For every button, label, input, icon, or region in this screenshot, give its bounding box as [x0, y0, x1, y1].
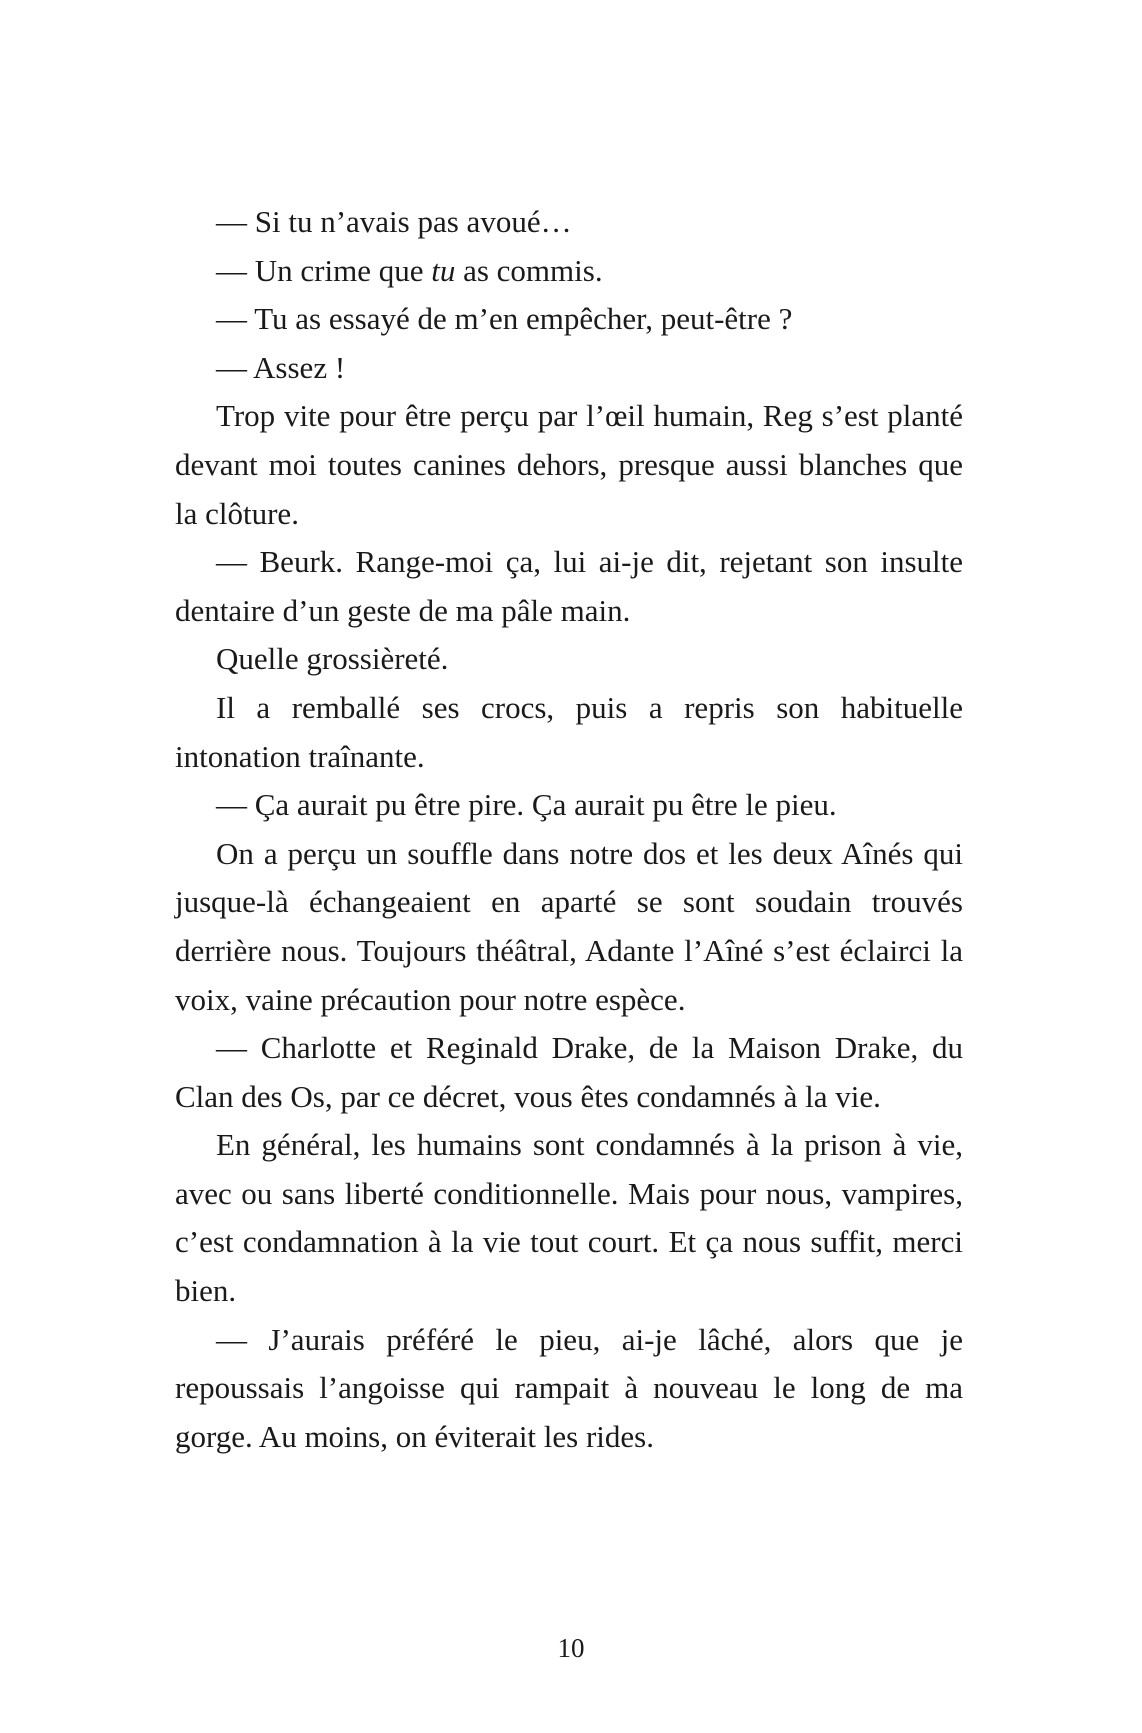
- paragraph: — Assez !: [216, 349, 346, 385]
- paragraph: — Beurk. Range-moi ça, lui ai-je dit, rejetant son insulte dentaire d’un geste de ma pâle main.: [175, 544, 963, 628]
- paragraph: — Ça aurait pu être pire. Ça aurait pu être le pieu.: [216, 787, 837, 823]
- page-number: 10: [557, 1633, 585, 1663]
- paragraph: En général, les humains sont condamnés à la prison à vie, avec ou sans liberté conditionnelle. Mais pour nous, vampires, c’est condamnation à la vie tout court. Et ça nous suffit, merci bien.: [175, 1127, 963, 1309]
- paragraph: — Tu as essayé de m’en empêcher, peut-être ?: [216, 301, 793, 337]
- text-run: as commis.: [455, 252, 603, 288]
- italic-word: tu: [431, 252, 456, 288]
- paragraph: — Si tu n’avais pas avoué…: [216, 204, 572, 239]
- paragraph: Quelle grossièreté.: [216, 641, 449, 677]
- paragraph: — J’aurais préféré le pieu, ai-je lâché, alors que je repoussais l’angoisse qui rampait à nouveau le long de ma gorge. Au moins, on éviterait les rides.: [175, 1321, 963, 1454]
- paragraph: — Charlotte et Reginald Drake, de la Maison Drake, du Clan des Os, par ce décret, vous êtes condamnés à la vie.: [175, 1030, 963, 1114]
- text-run: — Un crime que: [216, 252, 432, 288]
- paragraph: On a perçu un souffle dans notre dos et les deux Aînés qui jusque-là échangeaient en aparté se sont soudain trouvés derrière nous. Toujours théâtral, Adante l’Aîné s’est éclairci la voix, vaine précaution pour notre espèce.: [175, 835, 963, 1017]
- paragraph: Il a remballé ses crocs, puis a repris son habituelle intonation traînante.: [175, 689, 963, 774]
- body-text: [175, 198, 963, 1461]
- paragraph: Trop vite pour être perçu par l’œil humain, Reg s’est planté devant moi toutes canines dehors, presque aussi blanches que la clôture.: [175, 398, 963, 531]
- paragraph-with-italic: [175, 247, 963, 296]
